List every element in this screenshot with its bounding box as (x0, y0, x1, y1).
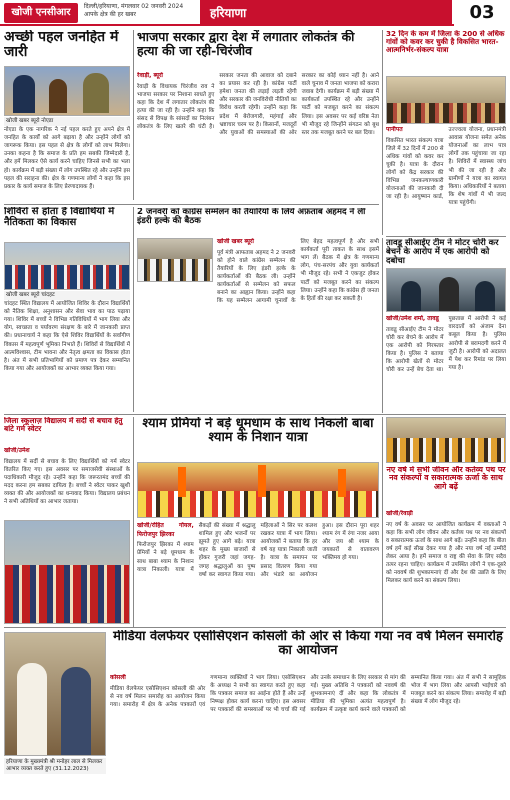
flag-icon (258, 465, 266, 497)
column-rule (382, 30, 383, 235)
gathering-crowd (387, 438, 506, 463)
headline: जिला स्कूलाज़ विद्यालय में सर्दी से बचाव हेतु बांटे गर्म स्वेटर (4, 417, 123, 433)
article-new-year (386, 466, 506, 508)
article-body: खोजी/रेवाड़ी नए वर्ष के अवसर पर आयोजित कार्यक्रम में वक्ताओं ने कहा कि सभी लोग जीवन और कर्तव्य पथ पर नव संकल्पों व सकारात्मक ऊर्जा के साथ आगे बढ़ें। उन्होंने कहा कि बीता वर्ष हमें कई सीख देकर गया है और नया वर्ष नई उम्मीदें लेकर आया है। हमें समाज व राष्ट्र की सेवा के लिए सदैव तत्पर रहना चाहिए। कार्यक्रम में उपस्थित लोगों ने एक-दूसरे को नववर्ष की शुभकामनाएं दीं और देश की उन्नति के लिए मिलकर कार्य करने का संकल्प लिया। (386, 510, 506, 585)
person-figure (17, 663, 47, 756)
section-rule (386, 236, 506, 237)
headline: श्याम प्रेमियों ने बड़े धूमधाम के साथ निकली बाबा श्याम के निशान यात्रा (142, 417, 374, 446)
newspaper-logo: खोजी एनसीआर (4, 3, 78, 23)
photo-caption: खोजी खबर ब्यूरो नोएडा (4, 117, 130, 126)
column-rule (133, 30, 134, 200)
person-figure (61, 667, 91, 756)
article-photo (4, 632, 106, 756)
headline: भाजपा सरकार द्वारा देश में लगातार लोकतंत्र की हत्या की जा रही-चिरंजीव (137, 30, 355, 58)
article-media-welfare (110, 630, 506, 670)
article-body: नोएडा के एक नागरिक ने नई पहल करते हुए अपने क्षेत्र में जनहित के कार्यों को आगे बढ़ाया है और उन्होंने लोगों को जागरूक किया। इस पहल से क्षेत्र के लोगों को लाभ मिलेगा। उनका कहना है कि समाज के प्रति हम सबकी जिम्मेदारी है, और हमें मिलकर ऐसे कार्य करने चाहिए जिनसे सभी का भला हो। कार्यक्रम में बड़ी संख्या में लोग उपस्थित रहे और उन्होंने इस पहल की सराहना की। क्षेत्र के गणमान्य लोगों ने कहा कि इस प्रकार के कार्य समाज के लिए प्रेरणादायक हैं। (4, 127, 130, 190)
police-figure (401, 281, 421, 312)
photo-caption: हरियाणा के मुख्यमंत्री श्री मनोहर लाल से मिलकर आभार व्यक्त करते हुए (31.12.2023) (4, 758, 106, 774)
person-figure (83, 73, 109, 113)
column-rule (133, 417, 134, 627)
column-rule (382, 417, 383, 627)
article-body: पानीपत विकसित भारत संकल्प यात्रा जिले में 32 दिनों में 200 से अधिक गांवों को कवर कर चुकी है। यात्रा के दौरान लोगों को केंद्र सरकार की विभिन्न जनकल्याणकारी योजनाओं की जानकारी दी जा रही है। आयुष्मान कार्ड, उज्ज्वला योजना, प्रधानमंत्री आवास योजना समेत अनेक योजनाओं का लाभ पात्र लोगों तक पहुंचाया जा रहा है। शिविरों में स्वास्थ्य जांच भी की जा रही है और ग्रामीणों ने यात्रा का स्वागत किया। अधिकारियों ने बताया कि शेष गांवों में भी जल्द यात्रा पहुंचेगी। (386, 126, 506, 206)
article-body: चांदहट स्थित विद्यालय में आयोजित शिविर के दौरान विद्यार्थियों को नैतिक शिक्षा, अनुशासन और सेवा भाव का पाठ पढ़ाया गया। शिविर में बच्चों ने विभिन्न गतिविधियों में भाग लिया और योग, स्वच्छता व पर्यावरण संरक्षण के बारे में जानकारी प्राप्त की। प्रधानाचार्य ने कहा कि ऐसे शिविर विद्यार्थियों के सर्वांगीण विकास में महत्वपूर्ण भूमिका निभाते हैं। शिविरों से विद्यार्थियों में आत्मविश्वास, टीम भावना और नेतृत्व क्षमता का विकास होता है। अंत में सभी प्रतिभागियों को प्रमाण पत्र देकर सम्मानित किया गया और आयोजकों का आभार व्यक्त किया गया। (4, 301, 130, 372)
article-photo (137, 462, 379, 518)
issue-date: दिल्ली/हरियाणा, मंगलवार 02 जनवरी 2024 आपके क्षेत्र की हर खबर (84, 3, 184, 18)
article-body: खोजी/उमेश विद्यालय में सर्दी से बचाव के लिए विद्यार्थियों को गर्म स्वेटर वितरित किए गए। इस अवसर पर समाजसेवी संस्थाओं के पदाधिकारी मौजूद रहे। उन्होंने कहा कि जरूरतमंद बच्चों की मदद करना हम सबका दायित्व है। बच्चों ने स्वेटर पाकर खुशी व्यक्त की और आयोजकों का धन्यवाद किया। विद्यालय प्रबंधन ने सभी अतिथियों का आभार जताया। (4, 447, 130, 506)
section-rule (4, 627, 506, 628)
police-figure (475, 281, 495, 312)
article-photo (386, 268, 506, 312)
section-title: हरियाणा (200, 0, 452, 26)
column-rule (382, 238, 383, 413)
photo-caption: खोजी खबर ब्यूरो चांदहट (4, 291, 130, 300)
accused-figure (439, 277, 459, 312)
person-figure (13, 75, 35, 113)
article-sweater (4, 417, 130, 447)
article-body: खोजी/उमेश शर्मा, तावडू तावडू सीआईए टीम ने मोटर चोरी कर बेचने के आरोप में एक आरोपी को गिरफ्तार किया है। पुलिस ने बताया कि आरोपी खेतों से मोटर चोरी कर उन्हें बेच देता था। पूछताछ में आरोपी ने कई वारदातों को अंजाम देना कबूल किया है। पुलिस आरोपी से बरामदगी करने में जुटी है। आरोपी को अदालत में पेश कर रिमांड पर लिया गया है। (386, 315, 506, 374)
headline: तावडू सीआईए टीम ने मोटर चोरी कर बेचने के आरोप में एक आरोपी को दबोचा (386, 238, 499, 266)
article-body: रेवाड़ी, ब्यूरो रेवाड़ी के विधायक चिरंजीव राव ने भाजपा सरकार पर निशाना साधते हुए कहा कि देश में लगातार लोकतंत्र की हत्या की जा रही है। उन्होंने कहा कि संसद से विपक्ष के सांसदों का निलंबन लोकतंत्र के लिए खतरे की घंटी है। सरकार जनता की आवाज को दबाने का प्रयास कर रही है। कांग्रेस पार्टी हमेशा जनता की लड़ाई लड़ती रहेगी और सरकार की जनविरोधी नीतियों का विरोध करती रहेगी। उन्होंने कहा कि प्रदेश में बेरोजगारी, महंगाई और भ्रष्टाचार चरम पर है। किसानों, मजदूरों और युवाओं की समस्याओं की ओर सरकार का कोई ध्यान नहीं है। आने वाले चुनाव में जनता भाजपा को करारा जवाब देगी। कार्यक्रम में बड़ी संख्या में कार्यकर्ता उपस्थित रहे और उन्होंने पार्टी को मजबूत करने का संकल्प लिया। इस अवसर पर कई वरिष्ठ नेता भी मौजूद रहे जिन्होंने संगठन को बूथ स्तर तक मजबूत करने पर बल दिया। (137, 72, 379, 136)
page-number: 03 (454, 0, 510, 26)
students-group (5, 265, 130, 290)
section-rule (4, 414, 506, 415)
masthead (0, 0, 510, 26)
headline: शिविरों से होता है विद्यार्थियों में नैतिकता का विकास (4, 207, 115, 228)
headline: 2 जनवरी को कांग्रेस सम्मेलन की तैयारियों के लिये अफ़ताब अहमद ने ली इंडरी हल्के की बैठक (137, 208, 366, 227)
person-figure (49, 79, 67, 113)
article-body: खोजी खबर ब्यूरो पूर्व मंत्री आफताब अहमद ने 2 जनवरी को होने वाले कांग्रेस सम्मेलन की तैयारियों के लिए इंडरी हल्के के कार्यकर्ताओं की बैठक ली। उन्होंने कार्यकर्ताओं से सम्मेलन को सफल बनाने का आह्वान किया। उन्होंने कहा कि यह सम्मेलन आगामी चुनावों के लिए बेहद महत्वपूर्ण है और सभी कार्यकर्ता पूरी ताकत के साथ इसमें भाग लें। बैठक में क्षेत्र के गणमान्य लोग, पंच-सरपंच और युवा कार्यकर्ता भी मौजूद रहे। सभी ने एकजुट होकर पार्टी को मजबूत करने का संकल्प लिया। उन्होंने कहा कि कांग्रेस ही जनता के हितों की रक्षा कर सकती है। (217, 238, 379, 305)
headline: 32 दिन के कम में जिला के 200 से अधिक गांवों को कवर कर चुकी है विकसित भारत-आत्मनिर्भर-संकल्प यात्रा (386, 30, 505, 54)
headline: नए वर्ष में सभी जीवन और कर्तव्य पथ पर नव संकल्पों व सकारात्मक ऊर्जा के साथ आगे बढ़ें (386, 466, 506, 491)
article-body: खोजी/रोहित गोयल, फिरोजपुर झिरका फिरोजपुर झिरका में श्याम प्रेमियों ने बड़े धूमधाम के साथ बाबा श्याम के निशान यात्रा निकाली। यात्रा में सैकड़ों की संख्या में श्रद्धालु शामिल हुए और भजनों पर झूमते हुए आगे बढ़े। यात्रा शहर के मुख्य बाजारों से होकर गुजरी जहां जगह-जगह श्रद्धालुओं का पुष्प वर्षा कर स्वागत किया गया। महिलाओं ने सिर पर कलश रखकर यात्रा में भाग लिया। आयोजकों ने बताया कि हर वर्ष यह यात्रा निकाली जाती है। यात्रा के समापन पर प्रसाद वितरण किया गया और भंडारे का आयोजन हुआ। इस दौरान पूरा शहर श्याम रंग में रंगा नजर आया और जय श्री श्याम के जयकारों से वातावरण भक्तिमय हो गया। (137, 522, 379, 578)
headline: अच्छी पहल जनहित में जारी (4, 30, 119, 61)
article-body: कोसली मीडिया वेलफेयर एसोसिएशन कोसली की ओर से नव वर्ष मिलन समारोह का आयोजन किया गया। समारोह में क्षेत्र के अनेक पत्रकारों एवं गणमान्य व्यक्तियों ने भाग लिया। एसोसिएशन के अध्यक्ष ने सभी का स्वागत करते हुए कहा कि पत्रकार समाज का आईना होते हैं और उन्हें निष्पक्ष होकर कार्य करना चाहिए। इस अवसर पर पत्रकारों की समस्याओं पर भी चर्चा की गई और उनके समाधान के लिए सरकार से मांग की गई। मुख्य अतिथि ने पत्रकारों को नववर्ष की शुभकामनाएं दीं और कहा कि लोकतंत्र में मीडिया की भूमिका अत्यंत महत्वपूर्ण है। कार्यक्रम में उत्कृष्ट कार्य करने वाले पत्रकारों को सम्मानित किया गया। अंत में सभी ने सामूहिक भोज में भाग लिया और आपसी भाईचारे को मजबूत करने का संकल्प लिया। समारोह में बड़ी संख्या में लोग मौजूद रहे। (110, 674, 506, 714)
article-photo (4, 520, 130, 624)
children-group (5, 565, 130, 624)
article-photo (386, 417, 506, 463)
column-rule (133, 207, 134, 412)
article-shyam-yatra (137, 417, 379, 457)
crowd-figures (387, 103, 506, 124)
article-photo (386, 76, 506, 124)
headline: मीडिया वेलफेयर एसोसिएशन कोसली की ओर से किया गया नव वर्ष मिलन समारोह का आयोजन (113, 630, 503, 659)
article-photo (4, 242, 130, 290)
flag-icon (178, 467, 186, 497)
flag-icon (338, 469, 346, 497)
section-rule (4, 204, 379, 205)
article-congress-sammelan (137, 208, 379, 236)
article-sankalp-yatra (386, 30, 506, 74)
article-chiranjeev (137, 30, 379, 70)
article-shivir (4, 207, 130, 239)
article-tavdu-cia (386, 238, 506, 408)
article-photo (4, 66, 130, 116)
